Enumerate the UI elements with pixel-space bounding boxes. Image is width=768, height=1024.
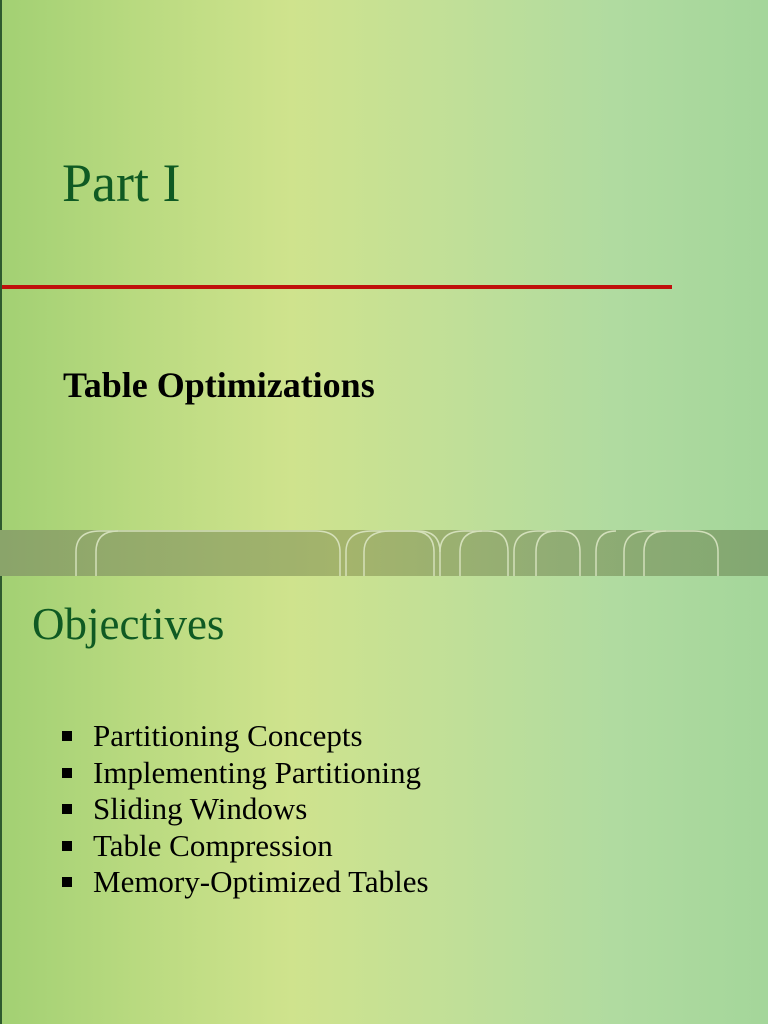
objectives-title: Objectives xyxy=(32,599,225,649)
list-item xyxy=(62,864,429,901)
section-subtitle: Table Optimizations xyxy=(63,365,375,405)
slide-objectives xyxy=(0,576,768,1024)
list-item xyxy=(62,791,429,828)
slide-separator-band xyxy=(0,530,768,576)
objectives-list xyxy=(62,718,429,901)
left-edge-rule xyxy=(0,576,2,1024)
list-item xyxy=(62,718,429,755)
list-item-label: Implementing Partitioning xyxy=(93,754,422,790)
list-item-label: Sliding Windows xyxy=(93,791,308,827)
list-item xyxy=(62,828,429,865)
list-item xyxy=(62,755,429,792)
square-bullet-icon xyxy=(62,731,72,741)
left-edge-rule xyxy=(0,0,2,530)
square-bullet-icon xyxy=(62,804,72,814)
square-bullet-icon xyxy=(62,841,72,851)
part-title: Part I xyxy=(62,153,181,213)
red-divider-line xyxy=(2,285,672,289)
list-item-label: Table Compression xyxy=(93,827,333,863)
list-item-label: Partitioning Concepts xyxy=(93,718,363,754)
arch-decoration xyxy=(0,530,768,576)
square-bullet-icon xyxy=(62,877,72,887)
list-item-label: Memory-Optimized Tables xyxy=(93,864,429,900)
square-bullet-icon xyxy=(62,768,72,778)
